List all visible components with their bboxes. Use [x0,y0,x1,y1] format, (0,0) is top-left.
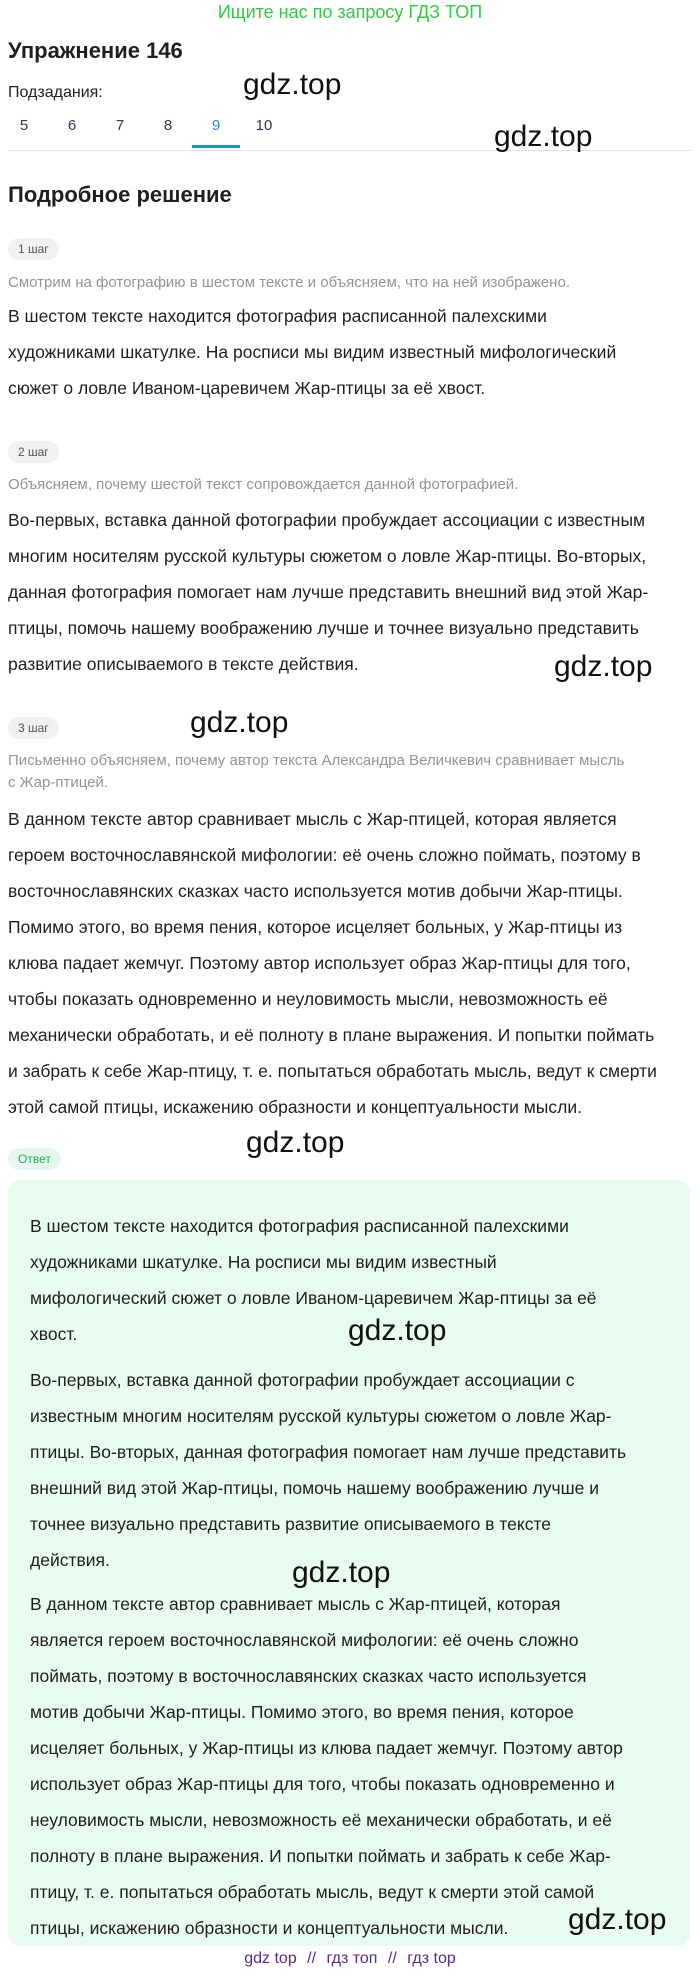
text-line: В шестом тексте находится фотография расписанной палехскими [8,306,547,326]
footer-link[interactable]: гдз топ [326,1950,378,1967]
text-line: птицы, помочь нашему воображению лучше и точнее визуально представить [8,618,639,638]
footer-separator: // [307,1950,317,1967]
text-line: внешний вид этой Жар-птицы, помочь нашему воображению лучше и [30,1478,600,1498]
text-line: и забрать к себе Жар-птицу, т. е. попытаться обработать мысль, ведут к смерти [8,1061,657,1081]
text-line: художниками шкатулке. На росписи мы видим известный мифологический [8,342,617,362]
footer-links [0,1950,700,1968]
answer-paragraph [30,1362,650,1578]
step-text [8,801,694,1125]
watermark: gdz.top [494,120,593,153]
text-line: этой самой птицы, искажению образности и концептуальности мысли. [8,1097,582,1117]
step-hint: Смотрим на фотографию в шестом тексте и объясняем, что на ней изображено. [8,274,570,291]
answer-paragraph [30,1208,650,1352]
answer-paragraph [30,1586,650,1946]
text-line: сюжет о ловле Иваном-царевичем Жар-птицы за её хвост. [8,378,486,398]
top-banner: Ищите нас по запросу ГДЗ ТОП [217,2,483,22]
text-line: поймать, поэтому в восточнославянских сказках часто используется [30,1666,587,1686]
text-line: механически обработать, и её полноту в плане выражения. И попытки поймать [8,1025,655,1045]
text-line: развитие описываемого в тексте действия. [8,654,359,674]
watermark: gdz.top [554,650,653,683]
footer-link[interactable]: gdz top [244,1950,297,1967]
step-text [8,298,694,406]
page-title: Упражнение 146 [8,38,183,63]
section-title: Подробное решение [8,182,232,207]
subtask-tab[interactable]: 7 [115,117,125,134]
answer-badge: Ответ [8,1148,61,1170]
watermark: gdz.top [348,1314,447,1347]
watermark: gdz.top [190,706,289,739]
watermark: gdz.top [246,1126,345,1159]
text-line: Помимо этого, во время пения, которое исцеляет больных, у Жар-птицы из [8,917,623,937]
text-line: птицы, искажению образности и концептуальности мысли. [30,1918,509,1938]
subtask-tab[interactable]: 5 [19,117,29,134]
text-line: клюва падает жемчуг. Поэтому автор использует образ Жар-птицы для того, [8,953,631,973]
text-line: является героем восточнославянской мифологии: её очень сложно [30,1630,579,1650]
text-line: хвост. [30,1324,78,1344]
step-badge: 1 шаг [8,238,59,260]
hint-line: с Жар-птицей. [8,774,109,791]
text-line: полноту в плане выражения. И попытки поймать и забрать к себе Жар- [30,1846,611,1866]
text-line: В шестом тексте находится фотография расписанной палехскими [30,1216,569,1236]
text-line: художниками шкатулке. На росписи мы видим известный [30,1252,497,1272]
subtask-tab[interactable]: 6 [67,117,77,134]
watermark: gdz.top [292,1556,391,1589]
subtask-tab-active[interactable]: 9 [192,114,240,148]
text-line: исцеляет больных, у Жар-птицы из клюва падает жемчуг. Поэтому автор [30,1738,623,1758]
step-hint [8,750,688,794]
subtask-tab[interactable]: 8 [163,117,173,134]
watermark: gdz.top [243,68,342,101]
text-line: неуловимость мысли, невозможность её механически обработать, и её [30,1810,612,1830]
step-hint: Объясняем, почему шестой текст сопровождается данной фотографией. [8,476,519,493]
subtask-tab[interactable]: 10 [255,117,273,134]
text-line: Во-первых, вставка данной фотографии пробуждает ассоциации с [30,1370,575,1390]
text-line: героем восточнославянской мифологии: её очень сложно поймать, поэтому в [8,845,641,865]
text-line: данная фотография помогает нам лучше представить внешний вид этой Жар- [8,582,649,602]
step-badge: 2 шаг [8,441,59,463]
footer-link[interactable]: гдз top [407,1950,456,1967]
text-line: В данном тексте автор сравнивает мысль с Жар-птицей, которая является [8,809,617,829]
text-line: птицы. Во-вторых, данная фотография помогает нам лучше представить [30,1442,627,1462]
step-badge: 3 шаг [8,717,59,739]
watermark: gdz.top [568,1903,667,1936]
text-line: многим носителям русской культуры сюжетом о ловле Жар-птицы. Во-вторых, [8,546,647,566]
footer-separator: // [387,1950,397,1967]
text-line: использует образ Жар-птицы для того, чтобы показать одновременно и [30,1774,615,1794]
text-line: восточнославянских сказках часто используется мотив добычи Жар-птицы. [8,881,623,901]
text-line: мифологический сюжет о ловле Иваном-царевичем Жар-птицы за её [30,1288,597,1308]
text-line: В данном тексте автор сравнивает мысль с Жар-птицей, которая [30,1594,561,1614]
text-line: точнее визуально представить развитие описываемого в тексте [30,1514,552,1534]
text-line: мотив добычи Жар-птицы. Помимо этого, во время пения, которое [30,1702,574,1722]
text-line: известным многим носителям русской культуры сюжетом о ловле Жар- [30,1406,612,1426]
text-line: Во-первых, вставка данной фотографии пробуждает ассоциации с известным [8,510,646,530]
text-line: птицу, т. е. попытаться обработать мысль, ведут к смерти этой самой [30,1882,595,1902]
text-line: действия. [30,1550,110,1570]
subtask-tabs [0,114,288,148]
hint-line: Письменно объясняем, почему автор текста Александра Величкевич сравнивает мысль [8,752,625,769]
text-line: чтобы показать одновременно и неуловимость мысли, невозможность её [8,989,608,1009]
subtasks-label: Подзадания: [8,84,103,101]
